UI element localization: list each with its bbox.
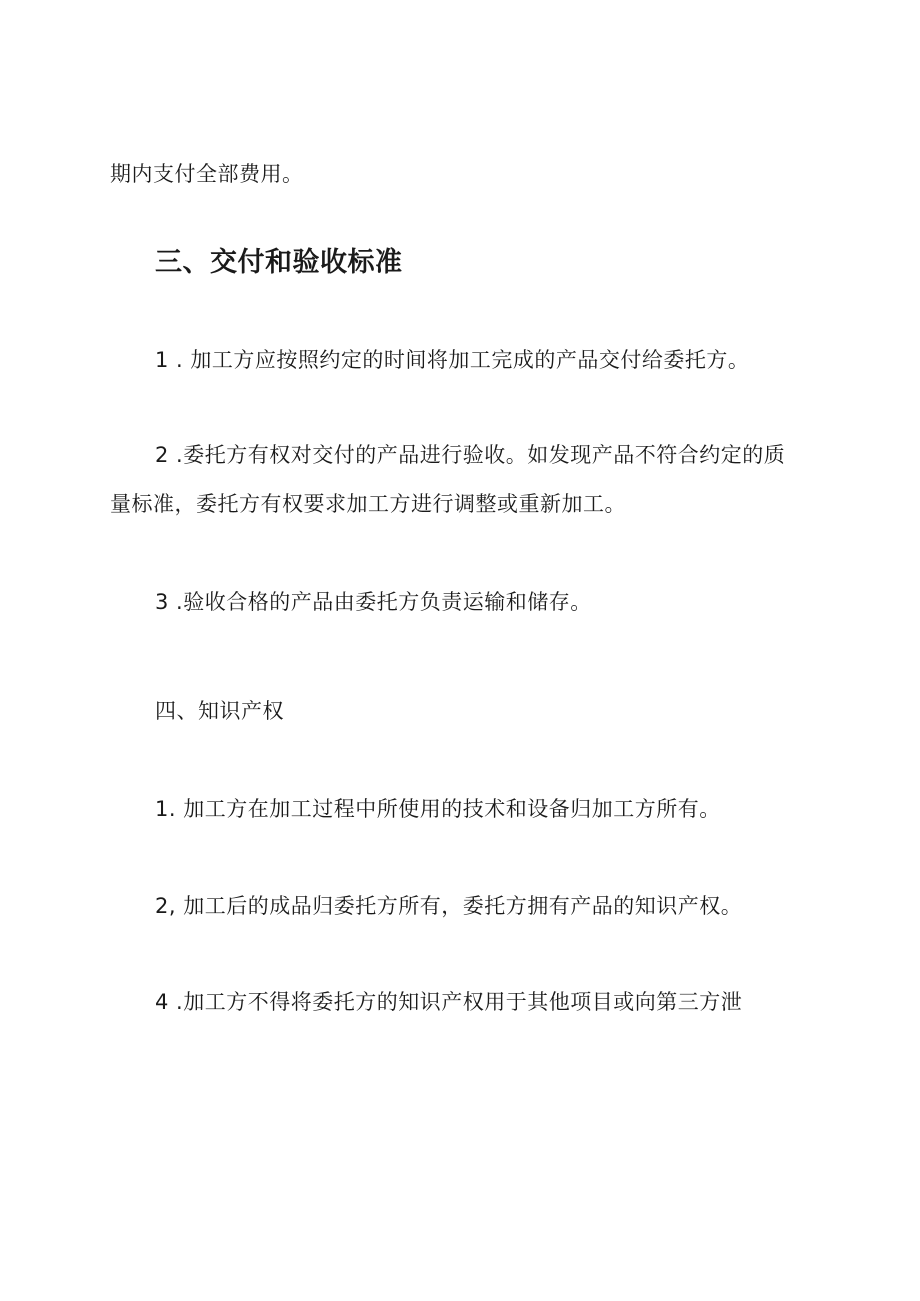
section-3-item-2: 2 .委托方有权对交付的产品进行验收。如发现产品不符合约定的质: [155, 443, 786, 467]
continued-paragraph: 期内支付全部费用。: [110, 162, 304, 186]
section-4-item-1: 1. 加工方在加工过程中所使用的技术和设备归加工方所有。: [155, 797, 721, 821]
section-4-item-2: 2, 加工后的成品归委托方所有，委托方拥有产品的知识产权。: [155, 894, 743, 918]
section-3-item-3: 3 .验收合格的产品由委托方负责运输和储存。: [155, 590, 592, 614]
section-4-item-4: 4 .加工方不得将委托方的知识产权用于其他项目或向第三方泄: [155, 990, 743, 1014]
section-3-heading: 三、交付和验收标准: [155, 247, 403, 278]
section-3-item-2-continued: 量标准，委托方有权要求加工方进行调整或重新加工。: [110, 492, 626, 516]
section-3-item-1: 1 . 加工方应按照约定的时间将加工完成的产品交付给委托方。: [155, 348, 750, 372]
section-4-heading: 四、知识产权: [155, 699, 284, 723]
